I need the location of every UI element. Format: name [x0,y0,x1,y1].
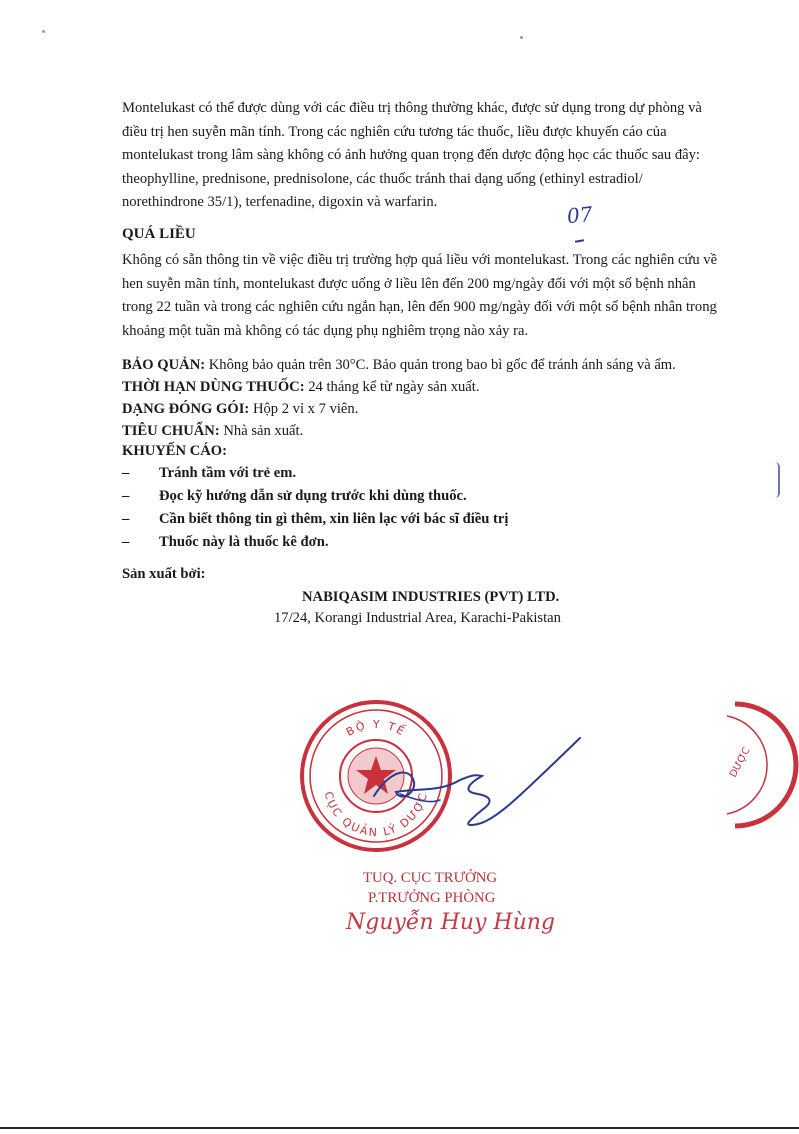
stamp-top-text: BỘ Y TẾ [343,717,409,739]
list-dash: – [122,488,130,504]
approval-title-line2: P.TRƯỞNG PHÒNG [368,890,496,906]
overdose-paragraph: Không có sẵn thông tin về việc điều trị trường hợp quá liều với montelukast. Trong các nghiên cứu về hen suyễn mãn tính, montelukast được uống ở liều lên đến 200 mg/ngày đối với một số bệnh nhân trong 22 tuần và trong các nghiên cứu ngắn hạn, lên đến 900 mg/ngày đối với một số bệnh nhân trong khoảng một tuần mà không có tác dụng phụ nghiêm trọng nào xảy ra. [122,252,718,339]
storage-value: Không bảo quản trên 30°C. Bảo quản trong bao bì gốc để tránh ánh sáng và ẩm. [205,357,676,373]
warning-text: Đọc kỹ hướng dẫn sử dụng trước khi dùng thuốc. [159,488,467,504]
standard-label: TIÊU CHUẨN: [122,423,220,439]
list-dash: – [122,465,130,481]
packaging-label: DẠNG ĐÓNG GÓI: [122,401,250,417]
standard-line [122,423,303,440]
shelf-life-value: 24 tháng kể từ ngày sản xuất. [304,379,480,395]
packaging-value: Hộp 2 vỉ x 7 viên. [249,401,359,417]
warning-text: Tránh tầm với trẻ em. [159,465,297,481]
overdose-heading: QUÁ LIỀU [122,226,196,242]
list-dash: – [122,511,130,527]
stamp-bottom-text: CỤC QUẢN LÝ DƯỢC [321,790,431,840]
edge-scan-mark [775,462,780,498]
standard-value: Nhà sản xuất. [219,423,304,439]
scan-speck [520,36,523,39]
shelf-life-label: THỜI HẠN DÙNG THUỐC: [122,379,305,395]
signer-name: Nguyễn Huy Hùng [346,910,556,935]
warning-text: Thuốc này là thuốc kê đơn. [159,534,329,550]
warnings-heading: KHUYẾN CÁO: [122,443,227,459]
packaging-line [122,401,358,418]
list-item [122,485,508,508]
list-dash: – [122,534,130,550]
warnings-list [122,462,508,554]
warning-text: Cần biết thông tin gì thêm, xin liên lạc với bác sĩ điều trị [159,511,509,527]
manufacturer-name: NABIQASIM INDUSTRIES (PVT) LTD. [302,589,560,605]
storage-line [122,357,676,374]
signature-icon [370,730,590,840]
list-item [122,508,508,531]
storage-label: BẢO QUẢN: [122,357,206,373]
handwritten-page-note: 07 [565,201,594,229]
side-stamp-icon [705,700,799,830]
manufacturer-address: 17/24, Korangi Industrial Area, Karachi-Pakistan [274,610,561,626]
scan-speck [42,30,45,33]
shelf-life-line [122,379,479,396]
approval-title-line1: TUQ. CỤC TRƯỞNG [363,870,498,886]
handwritten-dash [575,239,584,243]
bottom-rule [0,1127,799,1129]
list-item [122,531,508,554]
manufacturer-label: Sản xuất bởi: [122,566,206,582]
interactions-paragraph: Montelukast có thể được dùng với các điều trị thông thường khác, được sử dụng trong dự phòng và điều trị hen suyễn mãn tính. Trong các nghiên cứu tương tác thuốc, liều được khuyến cáo của montelukast trong lâm sàng không có ảnh hưởng quan trọng đến dược động học các thuốc sau đây: theophylline, prednisone, prednisolone, các thuốc tránh thai dạng uống (ethinyl estradiol/ norethindrone 35/1), terfenadine, digoxin và warfarin. [122,100,702,210]
list-item [122,462,508,485]
side-stamp-text: DƯỢC [727,745,753,780]
